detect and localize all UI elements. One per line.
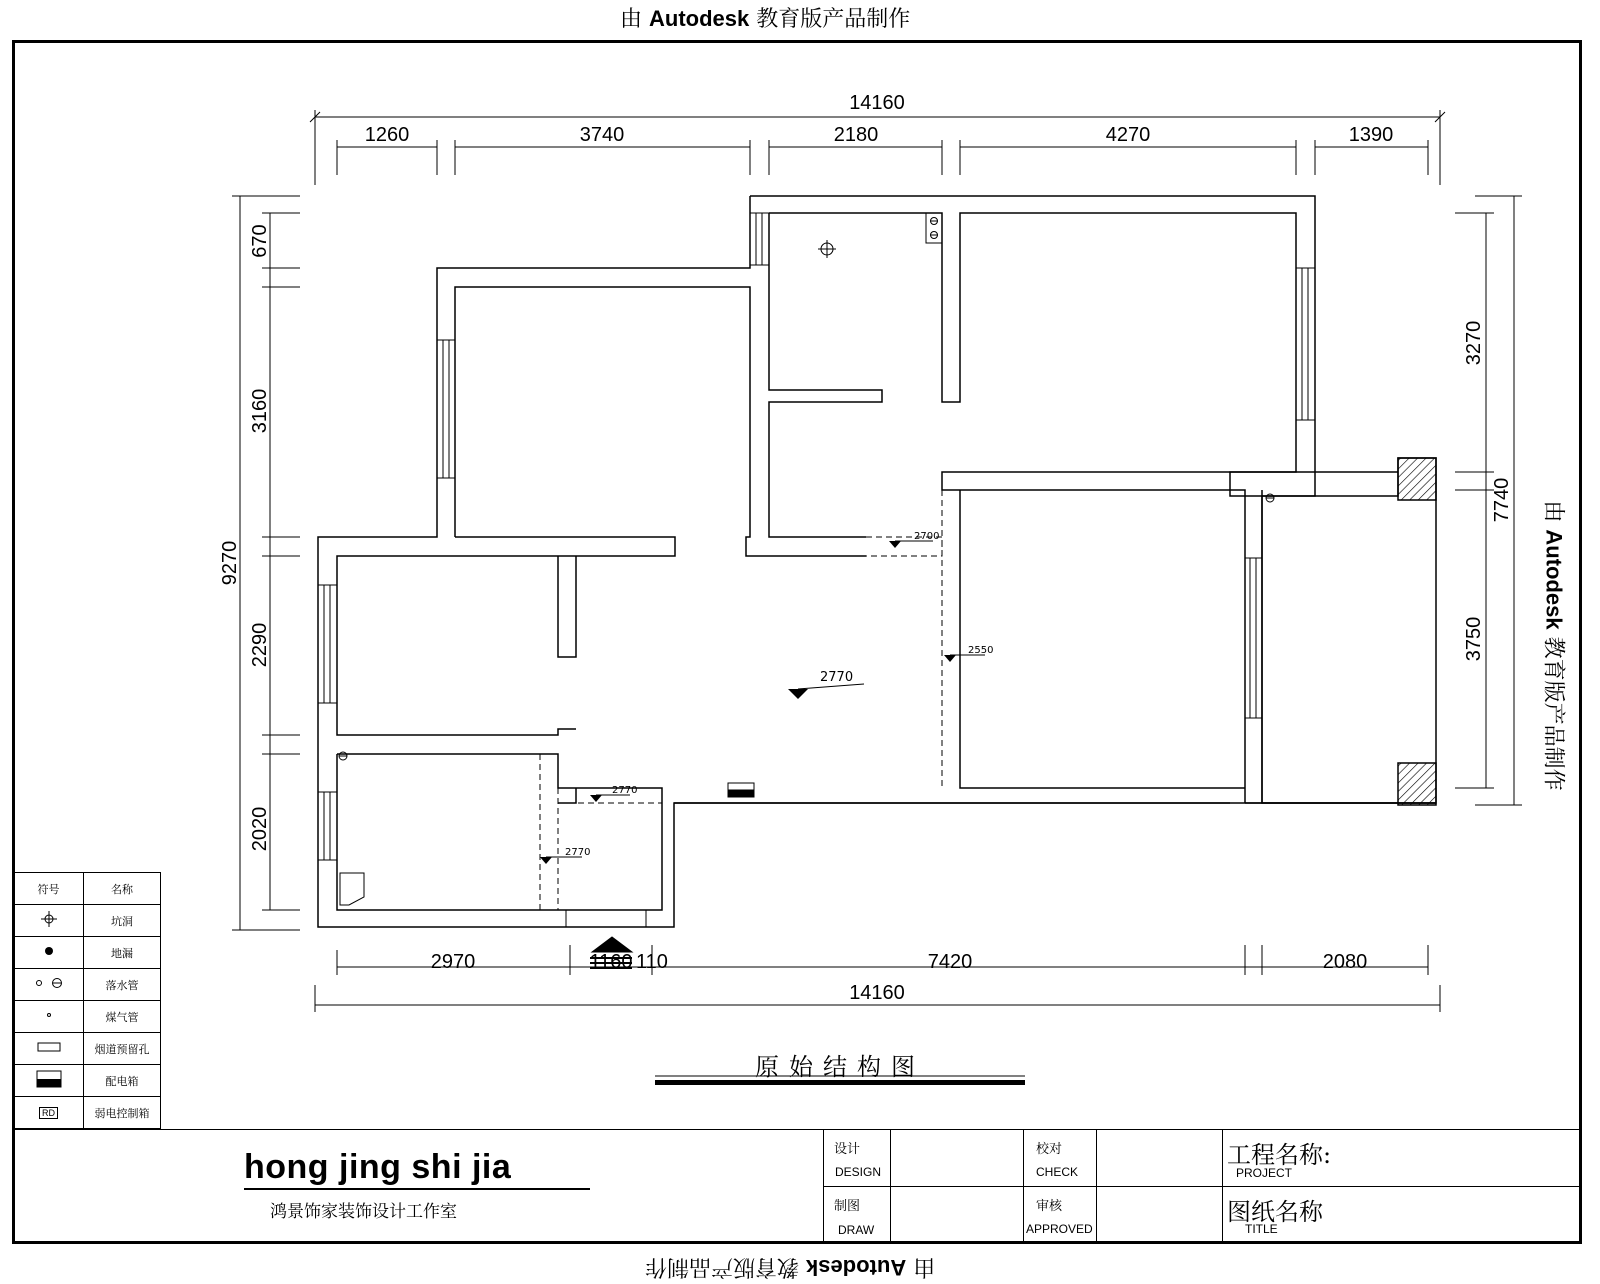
elevation-main-label: 2770 xyxy=(820,670,854,685)
downpipe-fixture xyxy=(926,213,942,243)
svg-text:2770: 2770 xyxy=(612,785,638,796)
title-label-en: TITLE xyxy=(1245,1222,1278,1236)
flue-hole-icon xyxy=(34,1037,64,1057)
dim-right-seg-2: 3750 xyxy=(1463,616,1485,662)
electric-box-fixture xyxy=(728,783,754,797)
dim-bottom-seg-2: 1160 xyxy=(589,951,633,973)
elevation-mark-small xyxy=(540,531,993,864)
legend-header-symbol: 符号 xyxy=(14,873,84,905)
check-label-cn: 校对 xyxy=(1036,1142,1063,1157)
windows xyxy=(318,213,1315,927)
gas-pipe-icon xyxy=(39,1005,59,1025)
flue-box xyxy=(340,873,364,905)
downpipe-icon xyxy=(29,973,69,993)
column-bottom xyxy=(1398,763,1436,805)
svg-text:2700: 2700 xyxy=(914,531,940,542)
dim-left-seg-2: 3160 xyxy=(249,388,271,434)
legend-row xyxy=(14,969,161,1001)
dim-left-seg-4: 2020 xyxy=(249,806,271,852)
dim-top-seg-3: 2180 xyxy=(833,124,879,146)
legend-row xyxy=(14,1097,161,1129)
dimension-lines xyxy=(232,110,1522,1012)
design-label-cn: 设计 xyxy=(834,1142,861,1157)
legend-name: 烟道预留孔 xyxy=(84,1033,161,1065)
legend-name: 煤气管 xyxy=(84,1001,161,1033)
walls xyxy=(318,196,1436,927)
dim-top-seg-2: 3740 xyxy=(579,124,625,146)
openings xyxy=(540,490,960,910)
electric-box-icon xyxy=(34,1068,64,1090)
design-label-en: DESIGN xyxy=(835,1165,882,1179)
project-label-cn: 工程名称: xyxy=(1227,1141,1332,1169)
drawing-title: 原始结构图 xyxy=(755,1053,925,1081)
legend-row xyxy=(14,905,161,937)
gas-pipe-fixture xyxy=(339,494,1274,760)
dim-right-seg-1: 3270 xyxy=(1463,320,1485,366)
approved-label-cn: 审核 xyxy=(1036,1199,1063,1214)
weak-current-box-icon: RD xyxy=(39,1107,58,1119)
dim-bottom-seg-5: 2080 xyxy=(1322,951,1368,973)
check-label-en: CHECK xyxy=(1036,1165,1079,1179)
dim-top-seg-1: 1260 xyxy=(364,124,410,146)
legend-name: 坑洞 xyxy=(84,905,161,937)
dim-left-seg-3: 2290 xyxy=(249,622,271,668)
dim-left-total: 9270 xyxy=(219,540,241,586)
draw-label-cn: 制图 xyxy=(834,1199,861,1214)
project-label-en: PROJECT xyxy=(1236,1166,1293,1180)
approved-label-en: APPROVED xyxy=(1026,1222,1093,1236)
legend-row xyxy=(14,1065,161,1097)
legend-name: 配电箱 xyxy=(84,1065,161,1097)
studio-name: 鸿景饰家装饰设计工作室 xyxy=(270,1202,457,1222)
elevation-mark-main xyxy=(788,670,864,699)
drain-cross-icon xyxy=(39,909,59,929)
legend-name: 地漏 xyxy=(84,937,161,969)
dim-bottom-seg-1: 2970 xyxy=(430,951,476,973)
title-label-cn: 图纸名称 xyxy=(1227,1198,1323,1226)
dim-bottom-seg-3: 110 xyxy=(636,951,668,973)
legend-header xyxy=(14,873,161,905)
draw-label-en: DRAW xyxy=(838,1223,875,1237)
watermark-top: 由 Autodesk 教育版产品制作 xyxy=(620,6,911,32)
dim-bottom-seg-4: 7420 xyxy=(927,951,973,973)
legend-row xyxy=(14,1001,161,1033)
legend-row xyxy=(14,937,161,969)
legend-name: 弱电控制箱 xyxy=(84,1097,161,1129)
dim-right-total: 7740 xyxy=(1491,477,1513,523)
column-top xyxy=(1398,458,1436,500)
floor-drain-icon xyxy=(39,941,59,961)
legend-row xyxy=(14,1033,161,1065)
dim-top-seg-4: 4270 xyxy=(1105,124,1151,146)
svg-text:2770: 2770 xyxy=(565,847,591,858)
floor-drain-fixture xyxy=(818,240,836,258)
dim-top-seg-5: 1390 xyxy=(1348,124,1394,146)
dim-top-total: 14160 xyxy=(849,92,905,114)
brand-name: hong jing shi jia xyxy=(244,1148,512,1186)
watermark-bottom: 由 Autodesk 教育版产品制作 xyxy=(645,1254,936,1280)
brand-underline xyxy=(244,1188,590,1190)
watermark-right: 由 Autodesk 教育版产品制作 xyxy=(1540,500,1567,791)
legend-table xyxy=(13,872,161,1129)
dim-left-seg-1: 670 xyxy=(249,224,271,258)
dim-bottom-total: 14160 xyxy=(849,982,905,1004)
legend-name: 落水管 xyxy=(84,969,161,1001)
legend-header-name: 名称 xyxy=(84,873,161,905)
svg-text:2550: 2550 xyxy=(968,645,994,656)
